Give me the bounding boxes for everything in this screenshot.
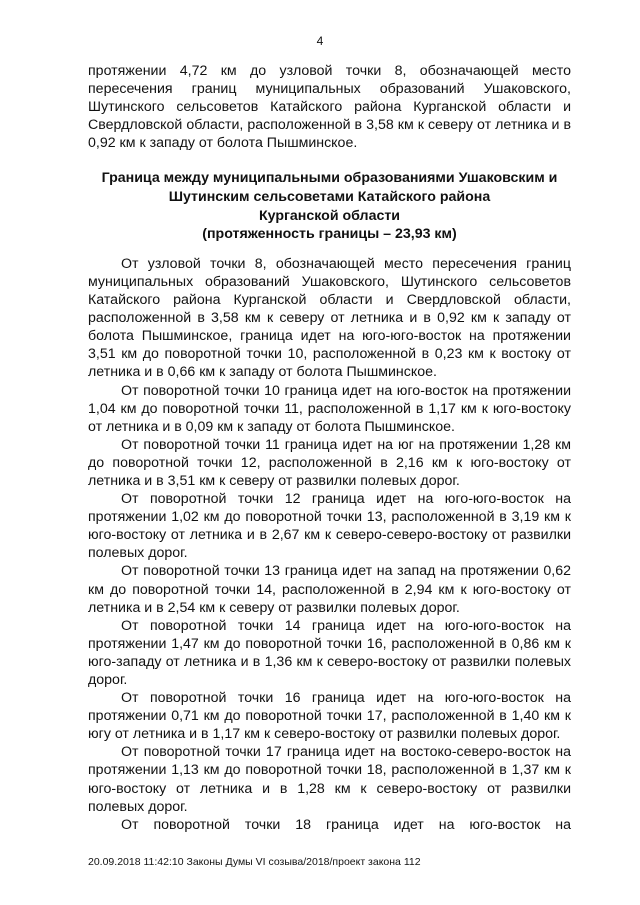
heading-line: Курганской области: [258, 207, 401, 224]
section-heading: [88, 169, 571, 243]
paragraph: От поворотной точки 17 граница идет на востоко-северо-восток на протяжении 1,13 км до поворотной точки 18, расположенной в 1,37 км к юго-востоку от летника и в 1,28 км к северо-востоку от развилки полевых дорог.: [88, 744, 571, 815]
paragraph-continuation: протяжении 4,72 км до узловой точки 8, обозначающей место пересечения границ муниципальных образований Ушаковского, Шутинского сельсоветов Катайского района Курганской области и Свердловской области, расположенной в 3,58 км к северу от летника и в 0,92 км к западу от болота Пышминское.: [88, 63, 571, 152]
paragraph: От поворотной точки 10 граница идет на юго-восток на протяжении 1,04 км до поворотной точки 11, расположенной в 1,17 км к юго-востоку от летника и в 0,09 км к западу от болота Пышминское.: [88, 382, 571, 435]
heading-length-line: (протяженность границы – 23,93 км): [202, 226, 457, 243]
page-number: 4: [316, 34, 324, 48]
paragraph: От узловой точки 8, обозначающей место пересечения границ муниципальных образований Ушаковского, Шутинского сельсоветов Катайского района Курганской области и Свердловской области, расположенной в 3,58 км к северу от летника и в 0,92 км к западу от болота Пышминское, граница идет на юго-юго-восток на протяжении 3,51 км до поворотной точки 10, расположенной в 0,23 км к востоку от летника и в 0,66 км к западу от болота Пышминское.: [88, 255, 571, 381]
paragraph: От поворотной точки 16 граница идет на юго-юго-восток на протяжении 0,71 км до поворотной точки 17, расположенной в 1,40 км к югу от летника и в 1,17 км к северо-востоку от развилки полевых дорог.: [88, 690, 571, 743]
document-body: [88, 62, 571, 834]
paragraph: От поворотной точки 12 граница идет на юго-юго-восток на протяжении 1,02 км до поворотной точки 13, расположенной в 3,19 км к юго-востоку от летника и в 2,67 км к северо-северо-востоку от развилки полевых дорог.: [88, 491, 571, 562]
paragraph: От поворотной точки 13 граница идет на запад на протяжении 0,62 км до поворотной точки 14, расположенной в 2,94 км к юго-востоку от летника и в 2,54 км к северу от развилки полевых дорог.: [88, 563, 571, 616]
paragraph: От поворотной точки 11 граница идет на юг на протяжении 1,28 км до поворотной точки 12, расположенной в 2,16 км к юго-востоку от летника и в 3,51 км к северу от развилки полевых дорог.: [88, 436, 571, 489]
paragraph-truncated: От поворотной точки 18 граница идет на юго-восток на: [121, 816, 571, 833]
heading-line: Граница между муниципальными образованиями Ушаковским и: [101, 170, 558, 187]
footer-metadata: 20.09.2018 11:42:10 Законы Думы VI созыва/2018/проект закона 112: [88, 856, 421, 868]
paragraph: От поворотной точки 14 граница идет на юго-юго-восток на протяжении 1,47 км до поворотной точки 16, расположенной в 0,86 км к юго-западу от летника и в 1,36 км к северо-востоку от развилки полевых дорог.: [88, 617, 571, 688]
heading-line: Шутинским сельсоветами Катайского района: [168, 189, 491, 206]
